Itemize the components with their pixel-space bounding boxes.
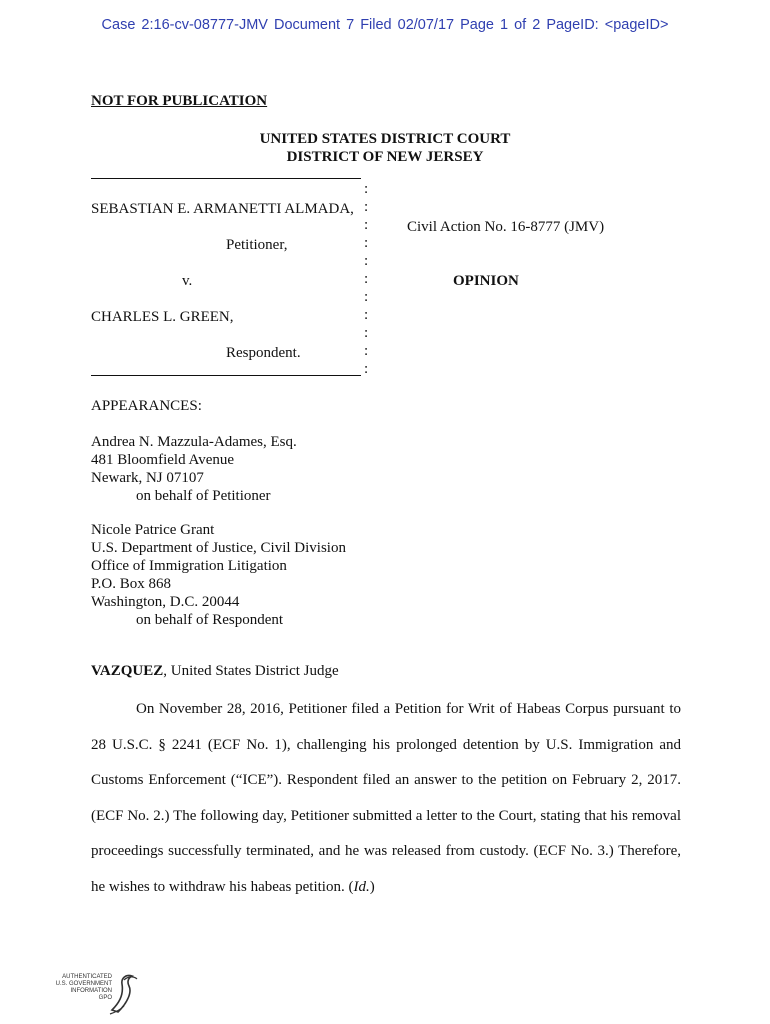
caption-bottom-rule <box>91 375 361 376</box>
respondent-counsel-block <box>91 521 346 629</box>
colon: : <box>364 217 369 233</box>
colon: : <box>364 253 369 269</box>
gpo-authentication-seal <box>32 970 142 1018</box>
seal-line: INFORMATION <box>70 988 112 994</box>
case-header: Case 2:16-cv-08777-JMV Document 7 Filed 02/07/17 Page 1 of 2 PageID: <pageID> <box>101 17 669 33</box>
colon: : <box>364 325 369 341</box>
judge-title: , United States District Judge <box>163 663 339 679</box>
seal-line: AUTHENTICATED <box>62 974 112 980</box>
counsel-city: Washington, D.C. 20044 <box>91 594 240 610</box>
counsel-name: Nicole Patrice Grant <box>91 522 215 538</box>
civil-action-number: Civil Action No. 16-8777 (JMV) <box>407 219 605 235</box>
colon: : <box>364 307 369 323</box>
paragraph-end: ) <box>369 878 375 895</box>
colon: : <box>364 361 369 377</box>
on-behalf-respondent: on behalf of Respondent <box>136 612 284 628</box>
judge-name: VAZQUEZ <box>91 663 164 679</box>
paragraph-text: On November 28, 2016, Petitioner filed a Petition for Writ of Habeas Corpus pursuant to 28 U.S.C. § 2241 (ECF No. 1), challenging his prolonged detention by U.S. Immigration and Customs Enforcement (“ICE”). Respondent filed an answer to the petition on February 2, 2017. (ECF No. 2.) The following day, Petitioner submitted a letter to the Court, stating that his removal proceedings successfully terminated, and he was released from custody. (ECF No. 3.) Therefore, he wishes to withdraw his habeas petition. ( <box>91 701 681 895</box>
id-citation: Id. <box>353 878 370 895</box>
colon: : <box>364 271 369 287</box>
seal-text <box>32 974 112 1002</box>
versus: v. <box>182 273 193 289</box>
petitioner-role: Petitioner, <box>226 237 288 253</box>
petitioner-name: SEBASTIAN E. ARMANETTI ALMADA, <box>91 201 354 217</box>
counsel-name: Andrea N. Mazzula-Adames, Esq. <box>91 434 297 450</box>
seal-line: GPO <box>98 995 112 1001</box>
colon: : <box>364 235 369 251</box>
counsel-po-box: P.O. Box 868 <box>91 576 172 592</box>
caption-colon-column <box>364 180 374 378</box>
respondent-name: CHARLES L. GREEN, <box>91 309 234 325</box>
judge-line <box>91 663 339 680</box>
appearances-heading: APPEARANCES: <box>91 398 202 414</box>
respondent-role: Respondent. <box>226 345 301 361</box>
colon: : <box>364 199 369 215</box>
eagle-icon <box>104 970 140 1018</box>
counsel-city: Newark, NJ 07107 <box>91 470 204 486</box>
on-behalf-petitioner: on behalf of Petitioner <box>136 488 271 504</box>
counsel-org: U.S. Department of Justice, Civil Division <box>91 540 346 556</box>
opinion-paragraph <box>91 692 681 905</box>
colon: : <box>364 289 369 305</box>
colon: : <box>364 181 369 197</box>
seal-line: U.S. GOVERNMENT <box>55 981 112 987</box>
court-name: UNITED STATES DISTRICT COURT <box>259 131 511 147</box>
counsel-address: 481 Bloomfield Avenue <box>91 452 235 468</box>
colon: : <box>364 343 369 359</box>
not-for-publication: NOT FOR PUBLICATION <box>91 93 268 109</box>
petitioner-counsel-block <box>91 433 297 505</box>
opinion-label: OPINION <box>453 273 519 289</box>
court-district: DISTRICT OF NEW JERSEY <box>286 149 484 165</box>
counsel-office: Office of Immigration Litigation <box>91 558 287 574</box>
court-title <box>0 130 770 166</box>
caption-top-rule <box>91 178 361 179</box>
